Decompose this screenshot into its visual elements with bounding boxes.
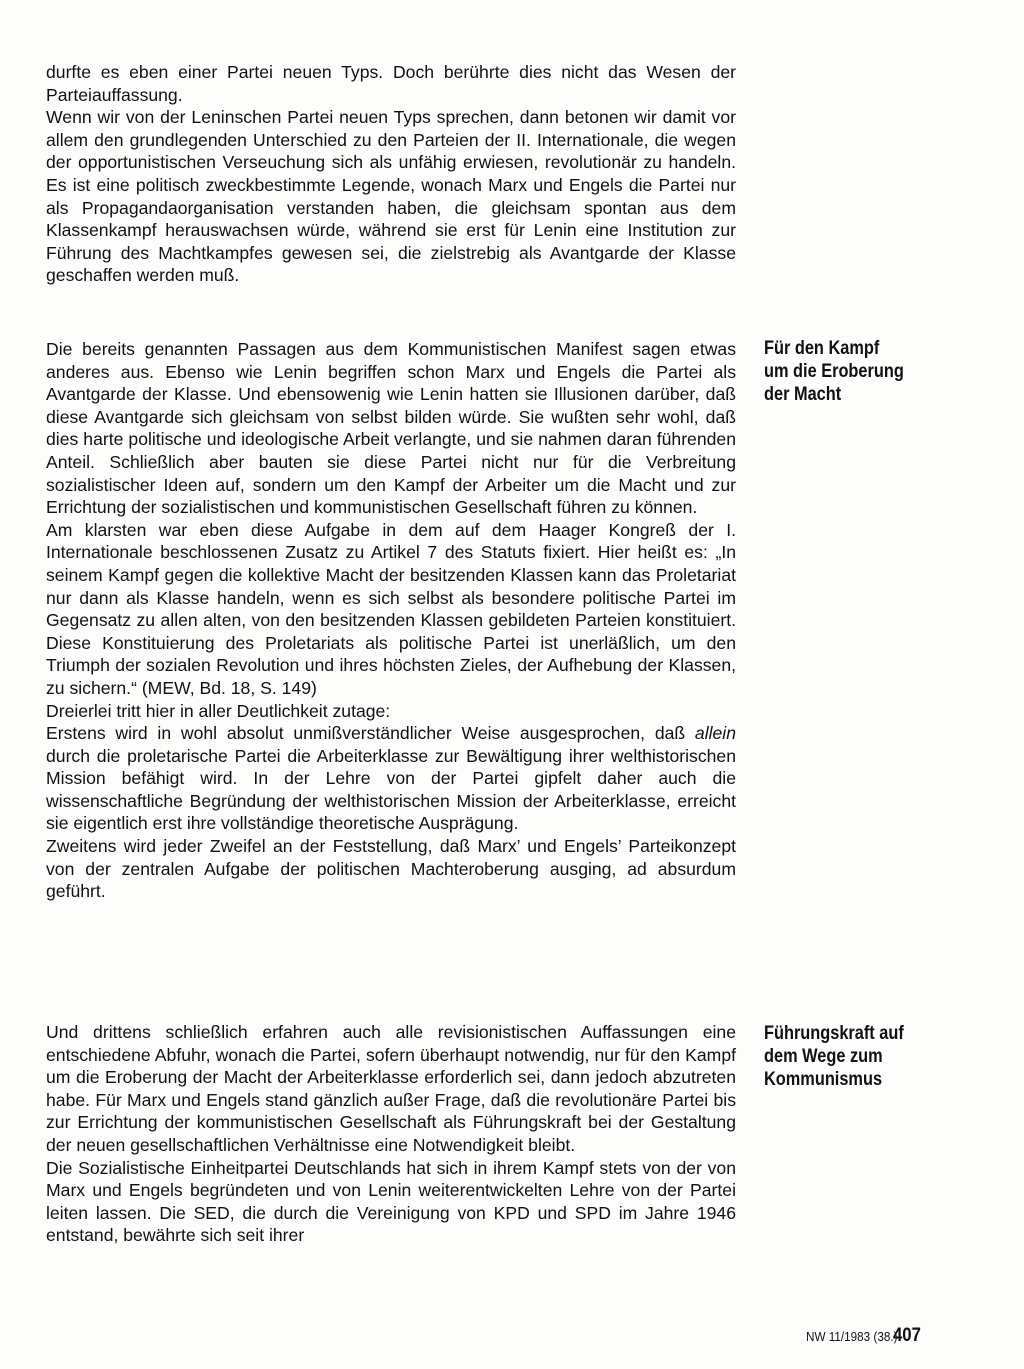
paragraph-quote: Am klarsten war eben diese Aufgabe in dem auf dem Haager Kongreß der I. Internationale beschlossenen Zusatz zu Artikel 7 des Statuts fixiert. Hier heißt es: „In seinem Kampf gegen die kollektive Macht der besitzenden Klassen kann das Proletariat nur dann als Klasse handeln, wenn es sich selbst als besondere politische Partei im Gegensatz zu allen alten, von den besitzenden Klassen gebildeten Parteien konstituiert. Diese Konstituierung des Proletariats als politische Partei ist unerläßlich, um den Triumph der sozialen Revolution und ihres höchsten Zieles, der Aufhebung der Klassen, zu sichern.“ (MEW, Bd. 18, S. 149) (46, 519, 736, 698)
side-heading-line: Kommunismus (764, 1069, 883, 1090)
side-heading-line: dem Wege zum (764, 1046, 883, 1067)
text-block-kampf (46, 338, 736, 903)
side-heading-line: um die Eroberung (764, 361, 904, 382)
page-footer (0, 1325, 1024, 1355)
paragraph: Und drittens schließlich erfahren auch alle revisionistischen Auffassungen eine entschiedene Abfuhr, wonach die Partei, sofern überhaupt notwendig, nur für den Kampf um die Eroberung der Macht der Arbeiterklasse erforderlich sei, dann jedoch abzutreten habe. Für Marx und Engels stand gänzlich außer Frage, daß die revolutionäre Partei bis zur Errichtung der kommunistischen Gesellschaft als Führungskraft bei der Gestaltung der neuen gesellschaftlichen Verhältnisse eine Notwendigkeit bleibt. (46, 1022, 736, 1155)
text-block-opening (46, 61, 736, 287)
text-run: durch die proletarische Partei die Arbeiterklasse zur Bewältigung ihrer welthistorischen Mission befähigt wird. In der Lehre von der Partei gipfelt daher auch die wissenschaftliche Begründung der welthistorischen Mission der Arbeiterklasse, erreicht sie eigentlich erst ihre vollständige theoretische Ausprägung. (46, 745, 736, 834)
text-block-fuehrungskraft (46, 1021, 736, 1247)
page-number: 407 (893, 1325, 921, 1346)
paragraph: Dreierlei tritt hier in aller Deutlichkeit zutage: (46, 700, 391, 721)
paragraph: durfte es eben einer Partei neuen Typs. Doch berührte dies nicht das Wesen der Parteiauffassung. (46, 62, 736, 105)
paragraph: Die Sozialistische Einheitpartei Deutschlands hat sich in ihrem Kampf stets von der von Marx und Engels begründeten und von Lenin weiterentwickelten Lehre von der Partei leiten lassen. Die SED, die durch die Vereinigung von KPD und SPD im Jahre 1946 entstand, bewährte sich seit ihrer (46, 1157, 736, 1246)
side-heading-fuehrungskraft (764, 1022, 970, 1091)
side-heading-line: Führungskraft auf (764, 1023, 904, 1044)
side-heading-kampf (764, 337, 970, 406)
paragraph: Die bereits genannten Passagen aus dem Kommunistischen Manifest sagen etwas anderes aus. Ebenso wie Lenin begriffen schon Marx und Engels die Partei als Avantgarde der Klasse. Und ebensowenig wie Lenin hatten sie Illusionen darüber, daß diese Avantgarde sich gleichsam von selbst bilden würde. Sie wußten sehr wohl, daß dies harte politische und ideologische Arbeit verlangte, und sie nahmen daran führenden Anteil. Schließlich aber bauten sie diese Partei nicht nur für die Verbreitung sozialistischer Ideen auf, sondern um den Kampf der Arbeiter um die Macht und zur Errichtung der sozialistischen und kommunistischen Gesellschaft führen zu können. (46, 339, 736, 518)
paragraph-erstens (46, 722, 736, 835)
side-heading-line: der Macht (764, 384, 842, 405)
paragraph: Wenn wir von der Leninschen Partei neuen Typs sprechen, dann betonen wir damit vor allem den grundlegenden Unterschied zu den Parteien der II. Internationale, die wegen der opportunistischen Verseuchung sich als unfähig erwiesen, revolutionär zu handeln. Es ist eine politisch zweckbestimmte Legende, wonach Marx und Engels die Partei nur als Propagandaorganisation verstanden haben, die gleichsam spontan aus dem Klassenkampf herauswachsen würde, während sie erst für Lenin eine Institution zur Führung des Machtkampfes gewesen sei, die zielstrebig als Avantgarde der Klasse geschaffen werden muß. (46, 107, 736, 286)
paragraph-zweitens: Zweitens wird jeder Zweifel an der Feststellung, daß Marx’ und Engels’ Parteikonzept von der zentralen Aufgabe der politischen Machteroberung ausging, ad absurdum geführt. (46, 836, 736, 902)
journal-reference: NW 11/1983 (38.) (806, 1329, 898, 1344)
emphasis-allein: allein (694, 723, 736, 744)
text-run: Erstens wird in wohl absolut unmißverständlicher Weise ausgesprochen, daß (46, 723, 695, 744)
side-heading-line: Für den Kampf (764, 338, 880, 359)
